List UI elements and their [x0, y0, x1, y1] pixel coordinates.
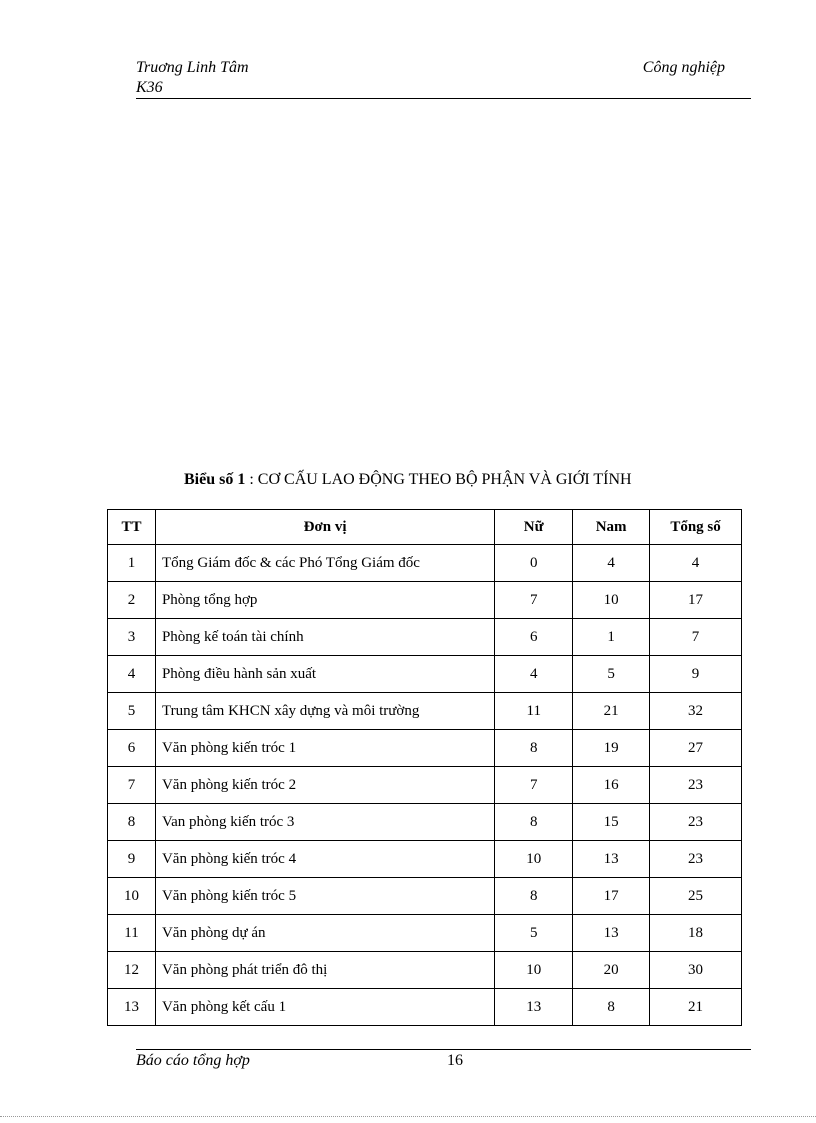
table-row: [108, 878, 742, 915]
cell-total: 4: [650, 545, 742, 582]
cell-total: 17: [650, 582, 742, 619]
cell-unit: Trung tâm KHCN xây dựng và môi trường: [155, 693, 494, 730]
cell-female: 8: [495, 730, 573, 767]
cell-female: 5: [495, 915, 573, 952]
class-code: K36: [136, 79, 163, 96]
cell-tt: 12: [108, 952, 156, 989]
cell-male: 4: [573, 545, 650, 582]
cell-female: 11: [495, 693, 573, 730]
table-header-row: [108, 510, 742, 545]
cell-female: 4: [495, 656, 573, 693]
cell-male: 20: [573, 952, 650, 989]
cell-male: 15: [573, 804, 650, 841]
cell-total: 7: [650, 619, 742, 656]
table-row: [108, 619, 742, 656]
cell-total: 27: [650, 730, 742, 767]
cell-male: 13: [573, 841, 650, 878]
table-row: [108, 767, 742, 804]
cell-female: 13: [495, 989, 573, 1026]
cell-female: 0: [495, 545, 573, 582]
cell-total: 23: [650, 841, 742, 878]
cell-female: 7: [495, 582, 573, 619]
cell-unit: Phòng điều hành sản xuất: [155, 656, 494, 693]
cell-total: 23: [650, 767, 742, 804]
header-male: Nam: [573, 510, 650, 545]
cell-female: 10: [495, 841, 573, 878]
cell-male: 13: [573, 915, 650, 952]
labor-structure-table: [107, 509, 742, 1026]
cell-male: 16: [573, 767, 650, 804]
cell-tt: 10: [108, 878, 156, 915]
header-unit: Đơn vị: [155, 510, 494, 545]
cell-female: 8: [495, 878, 573, 915]
cell-tt: 3: [108, 619, 156, 656]
cell-tt: 1: [108, 545, 156, 582]
cell-tt: 13: [108, 989, 156, 1026]
table-row: [108, 545, 742, 582]
cell-unit: Van phòng kiến tróc 3: [155, 804, 494, 841]
cell-female: 10: [495, 952, 573, 989]
table-row: [108, 730, 742, 767]
author-name: Truơng Linh Tâm: [136, 59, 249, 76]
table-title-label: Biểu số 1: [184, 471, 246, 488]
cell-unit: Phòng kế toán tài chính: [155, 619, 494, 656]
cell-unit: Văn phòng dự án: [155, 915, 494, 952]
cell-tt: 6: [108, 730, 156, 767]
cell-male: 10: [573, 582, 650, 619]
table-row: [108, 693, 742, 730]
page-header: [136, 58, 751, 99]
cell-unit: Văn phòng phát triển đô thị: [155, 952, 494, 989]
footer-label: Báo cáo tổng hợp: [136, 1052, 250, 1069]
cell-unit: Văn phòng kết cấu 1: [155, 989, 494, 1026]
table-row: [108, 989, 742, 1026]
cell-female: 6: [495, 619, 573, 656]
cell-total: 32: [650, 693, 742, 730]
table-title: [184, 471, 632, 489]
cell-tt: 2: [108, 582, 156, 619]
cell-male: 1: [573, 619, 650, 656]
cell-unit: Tổng Giám đốc & các Phó Tổng Giám đốc: [155, 545, 494, 582]
cell-male: 8: [573, 989, 650, 1026]
cell-male: 19: [573, 730, 650, 767]
cell-total: 21: [650, 989, 742, 1026]
header-tt: TT: [108, 510, 156, 545]
cell-total: 25: [650, 878, 742, 915]
header-field: Công nghiệp: [642, 59, 725, 76]
cell-total: 30: [650, 952, 742, 989]
page-footer: [136, 1049, 751, 1074]
table-row: [108, 915, 742, 952]
table-row: [108, 582, 742, 619]
page-number: 16: [447, 1052, 463, 1069]
cell-tt: 5: [108, 693, 156, 730]
header-total: Tổng số: [650, 510, 742, 545]
cell-tt: 8: [108, 804, 156, 841]
cell-tt: 9: [108, 841, 156, 878]
cell-female: 8: [495, 804, 573, 841]
cell-total: 23: [650, 804, 742, 841]
cell-male: 17: [573, 878, 650, 915]
header-female: Nữ: [495, 510, 573, 545]
table-row: [108, 952, 742, 989]
cell-unit: Văn phòng kiến tróc 1: [155, 730, 494, 767]
cell-male: 5: [573, 656, 650, 693]
table-title-text: : CƠ CẤU LAO ĐỘNG THEO BỘ PHẬN VÀ GIỚI TÍNH: [245, 471, 632, 488]
table-row: [108, 656, 742, 693]
cell-unit: Văn phòng kiến tróc 5: [155, 878, 494, 915]
cell-total: 18: [650, 915, 742, 952]
cell-male: 21: [573, 693, 650, 730]
cell-tt: 4: [108, 656, 156, 693]
bottom-dotted-line: [0, 1116, 816, 1117]
header-left: [136, 58, 249, 98]
cell-tt: 7: [108, 767, 156, 804]
cell-total: 9: [650, 656, 742, 693]
cell-tt: 11: [108, 915, 156, 952]
cell-female: 7: [495, 767, 573, 804]
table-row: [108, 841, 742, 878]
cell-unit: Phòng tổng hợp: [155, 582, 494, 619]
cell-unit: Văn phòng kiến tróc 2: [155, 767, 494, 804]
table-row: [108, 804, 742, 841]
cell-unit: Văn phòng kiến tróc 4: [155, 841, 494, 878]
